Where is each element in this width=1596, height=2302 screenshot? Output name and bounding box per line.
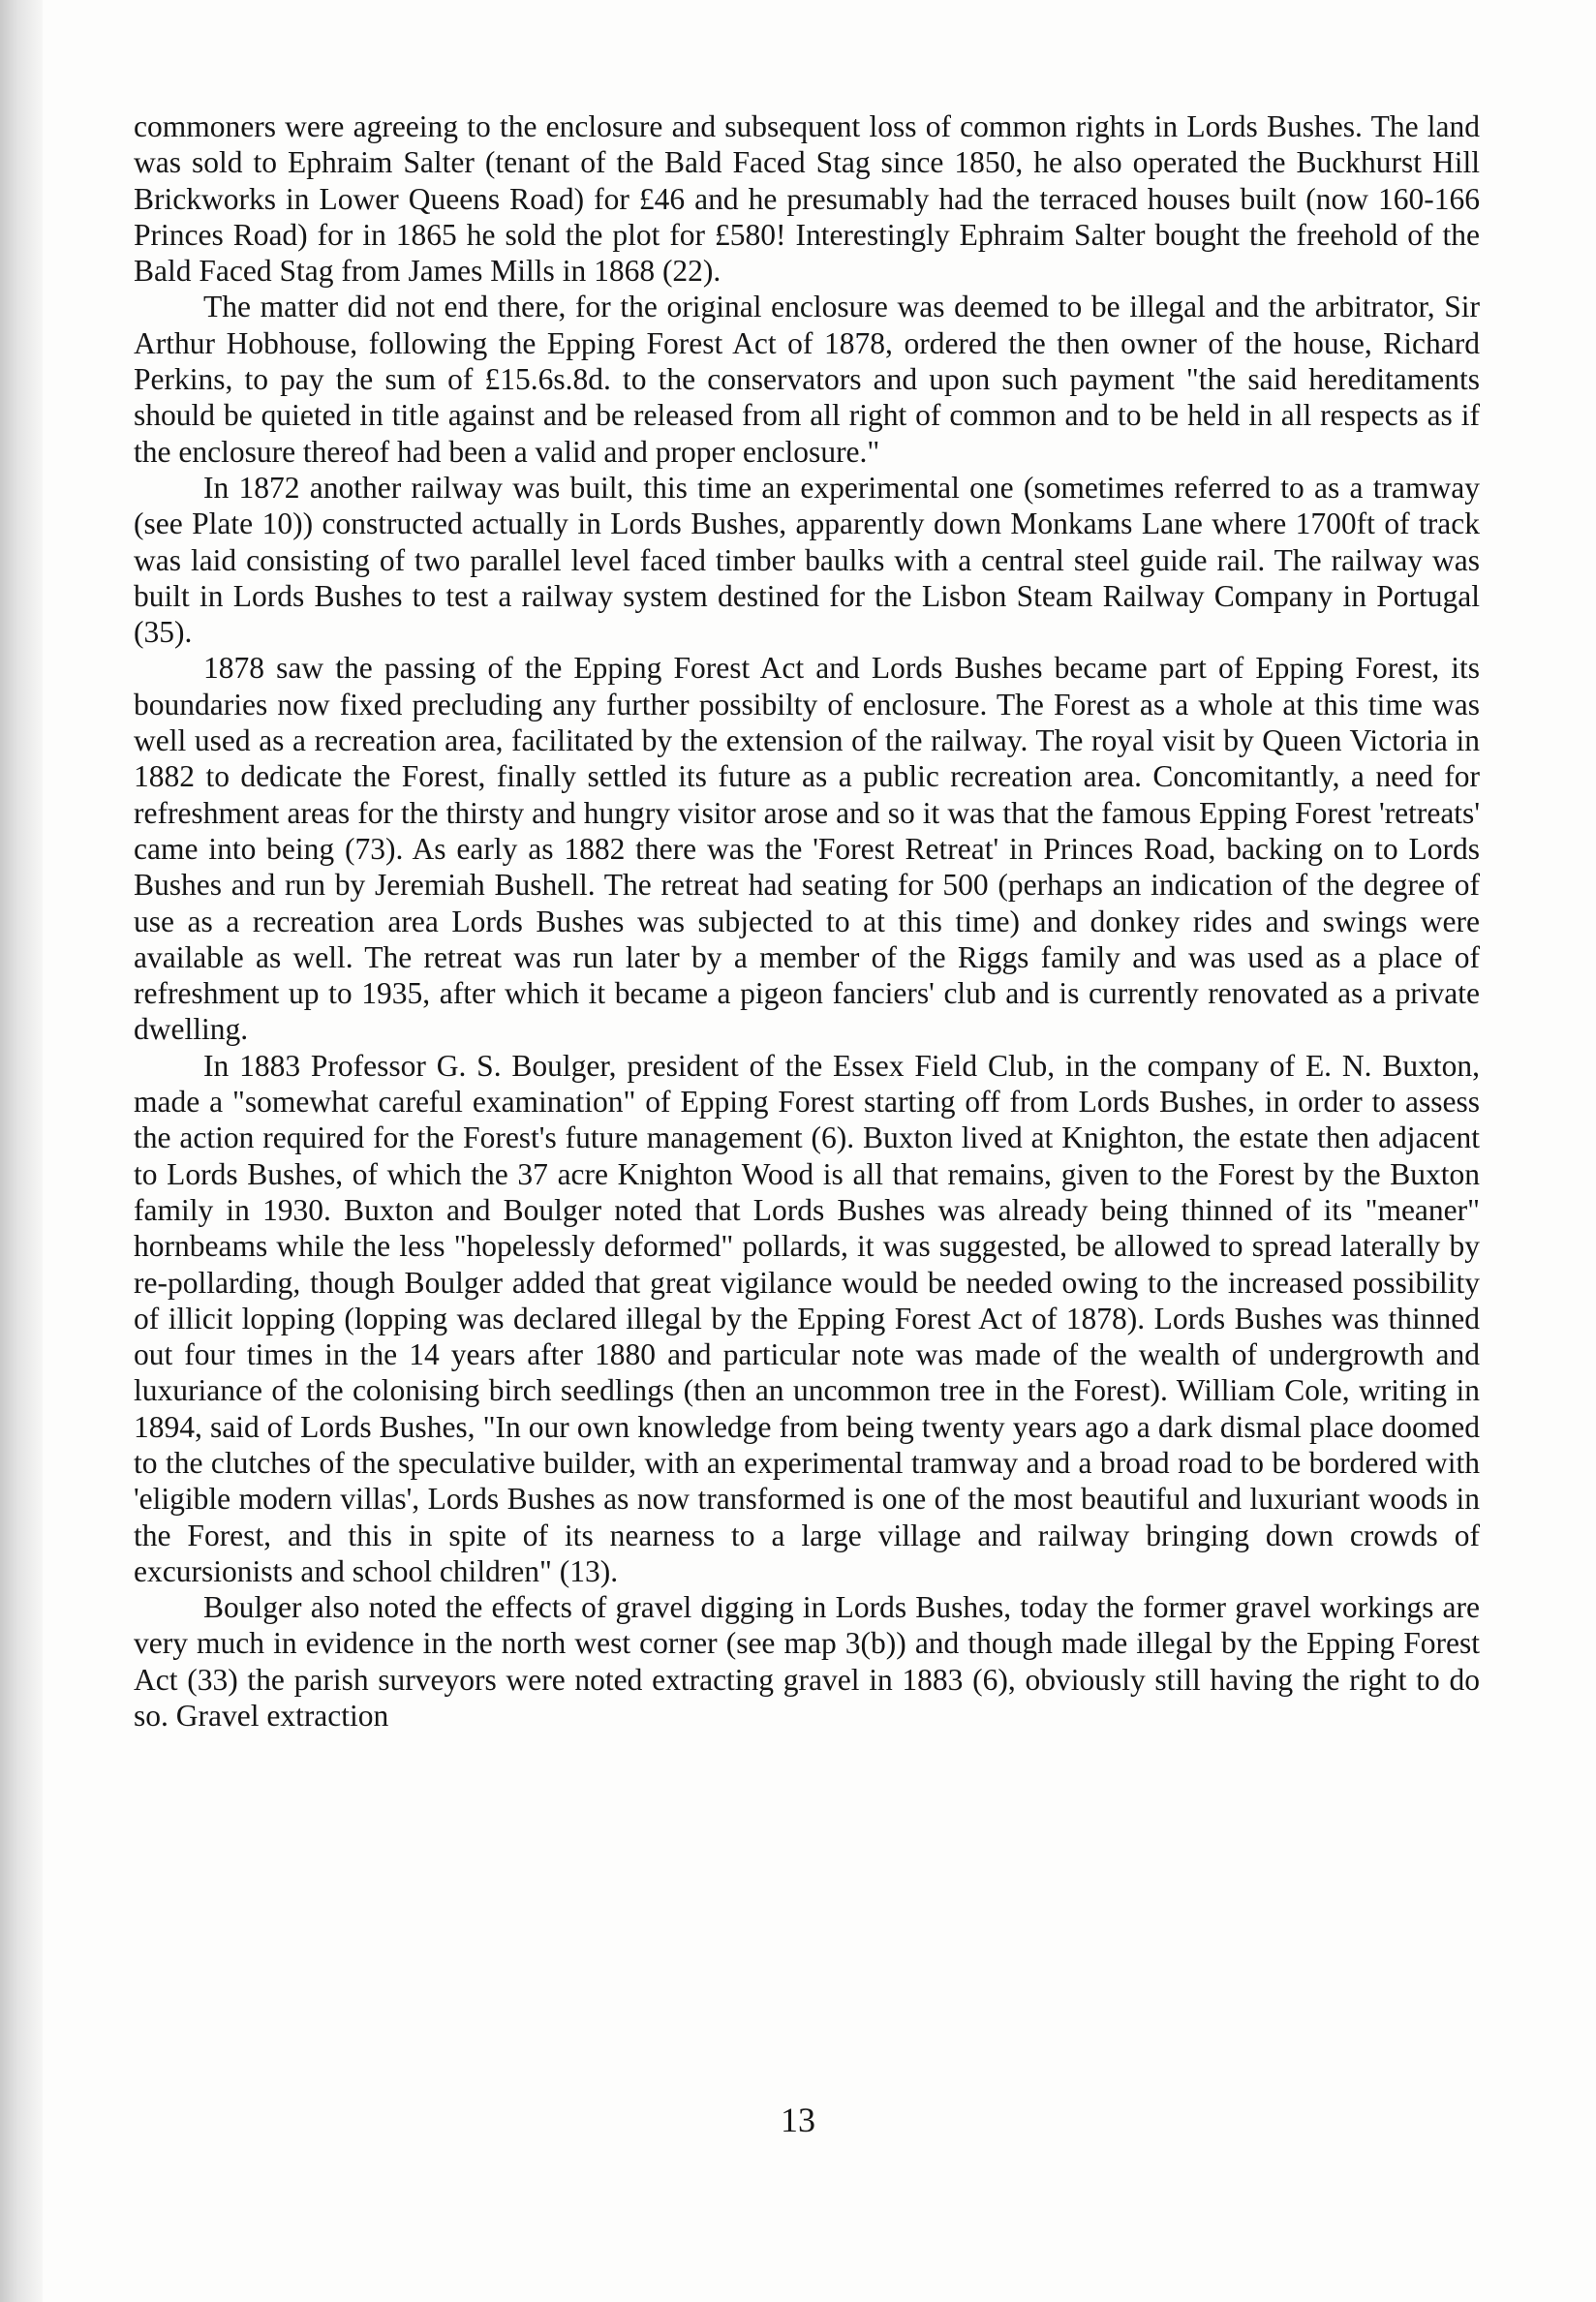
paragraph-3: In 1872 another railway was built, this time an experimental one (sometimes referred to as a tramway (see Plate 10)) constructed actually in Lords Bushes, apparently down Monkams Lane where 1700ft of track was laid consisting of two parallel level faced timber baulks with a central steel guide rail. The railway was built in Lords Bushes to test a railway system destined for the Lisbon Steam Railway Company in Portugal (35). xyxy=(134,470,1480,650)
body-text xyxy=(134,108,1480,1734)
page-edge-shadow xyxy=(0,0,43,2302)
paragraph-4: 1878 saw the passing of the Epping Forest Act and Lords Bushes became part of Epping Forest, its boundaries now fixed precluding any further possibilty of enclosure. The Forest as a whole at this time was well used as a recreation area, facilitated by the extension of the railway. The royal visit by Queen Victoria in 1882 to dedicate the Forest, finally settled its future as a public recreation area. Concomitantly, a need for refreshment areas for the thirsty and hungry visitor arose and so it was that the famous Epping Forest 'retreats' came into being (73). As early as 1882 there was the 'Forest Retreat' in Princes Road, backing on to Lords Bushes and run by Jeremiah Bushell. The retreat had seating for 500 (perhaps an indication of the degree of use as a recreation area Lords Bushes was subjected to at this time) and donkey rides and swings were available as well. The retreat was run later by a member of the Riggs family and was used as a place of refreshment up to 1935, after which it became a pigeon fanciers' club and is currently renovated as a private dwelling. xyxy=(134,651,1480,1047)
paragraph-5: In 1883 Professor G. S. Boulger, president of the Essex Field Club, in the company of E. N. Buxton, made a "somewhat careful examination" of Epping Forest starting off from Lords Bushes, in order to assess the action required for the Forest's future management (6). Buxton lived at Knighton, the estate then adjacent to Lords Bushes, of which the 37 acre Knighton Wood is all that remains, given to the Forest by the Buxton family in 1930. Buxton and Boulger noted that Lords Bushes was already being thinned of its "meaner" hornbeams while the less "hopelessly deformed" pollards, it was suggested, be allowed to spread laterally by re-pollarding, though Boulger added that great vigilance would be needed owing to the increased possibility of illicit lopping (lopping was declared illegal by the Epping Forest Act of 1878). Lords Bushes was thinned out four times in the 14 years after 1880 and particular note was made of the wealth of undergrowth and luxuriance of the colonising birch seedlings (then an uncommon tree in the Forest). William Cole, writing in 1894, said of Lords Bushes, "In our own knowledge from being twenty years ago a dark dismal place doomed to the clutches of the speculative builder, with an experimental tramway and a broad road to be bordered with 'eligible modern villas', Lords Bushes as now transformed is one of the most beautiful and luxuriant woods in the Forest, and this in spite of its nearness to a large village and railway bringing down crowds of excursionists and school children" (13). xyxy=(134,1048,1480,1588)
page-number: 13 xyxy=(781,2101,815,2139)
paragraph-6: Boulger also noted the effects of gravel digging in Lords Bushes, today the former gravel workings are very much in evidence in the north west corner (see map 3(b)) and though made illegal by the Epping Forest Act (33) the parish surveyors were noted extracting gravel in 1883 (6), obviously still having the right to do so. Gravel extraction xyxy=(134,1590,1480,1734)
paragraph-1: commoners were agreeing to the enclosure and subsequent loss of common rights in Lords Bushes. The land was sold to Ephraim Salter (tenant of the Bald Faced Stag since 1850, he also operated the Buckhurst Hill Brickworks in Lower Queens Road) for £46 and he presumably had the terraced houses built (now 160-166 Princes Road) for in 1865 he sold the plot for £580! Interestingly Ephraim Salter bought the freehold of the Bald Faced Stag from James Mills in 1868 (22). xyxy=(134,109,1480,289)
paragraph-2: The matter did not end there, for the original enclosure was deemed to be illegal and the arbitrator, Sir Arthur Hobhouse, following the Epping Forest Act of 1878, ordered the then owner of the house, Richard Perkins, to pay the sum of £15.6s.8d. to the conservators and upon such payment "the said hereditaments should be quieted in title against and be released from all right of common and to be held in all respects as if the enclosure thereof had been a valid and proper enclosure." xyxy=(134,290,1480,469)
